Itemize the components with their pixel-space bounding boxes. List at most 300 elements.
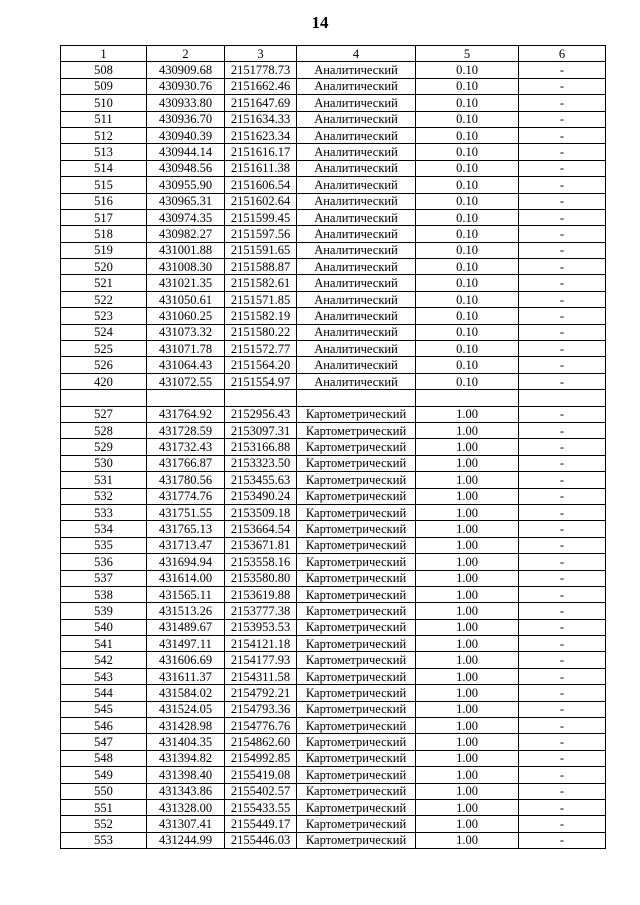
table-cell: 431713.47 bbox=[147, 537, 225, 553]
table-row bbox=[61, 373, 606, 389]
table-cell: 2154177.93 bbox=[225, 652, 297, 668]
table-cell: 1.00 bbox=[416, 636, 519, 652]
table-row bbox=[61, 603, 606, 619]
table-cell: 431780.56 bbox=[147, 472, 225, 488]
table-cell: 2151616.17 bbox=[225, 144, 297, 160]
table-row bbox=[61, 275, 606, 291]
table-cell: 1.00 bbox=[416, 521, 519, 537]
table-cell: Аналитический bbox=[297, 62, 416, 78]
table-cell: Аналитический bbox=[297, 275, 416, 291]
table-cell: 431513.26 bbox=[147, 603, 225, 619]
table-row bbox=[61, 537, 606, 553]
table-cell: 2153166.88 bbox=[225, 439, 297, 455]
table-cell: Аналитический bbox=[297, 127, 416, 143]
table-cell: 2151602.64 bbox=[225, 193, 297, 209]
table-cell: 1.00 bbox=[416, 439, 519, 455]
table-cell: 2155446.03 bbox=[225, 832, 297, 848]
table-cell: 1.00 bbox=[416, 488, 519, 504]
table-cell: 431394.82 bbox=[147, 750, 225, 766]
table-cell: 2154862.60 bbox=[225, 734, 297, 750]
table-cell: 2153664.54 bbox=[225, 521, 297, 537]
table-cell: 431766.87 bbox=[147, 455, 225, 471]
table-cell: 539 bbox=[61, 603, 147, 619]
table-row bbox=[61, 586, 606, 602]
table-cell: 1.00 bbox=[416, 783, 519, 799]
table-cell: 431497.11 bbox=[147, 636, 225, 652]
table-cell: 533 bbox=[61, 504, 147, 520]
table-cell: Картометрический bbox=[297, 586, 416, 602]
table-cell: 431071.78 bbox=[147, 341, 225, 357]
table-cell: 0.10 bbox=[416, 373, 519, 389]
table-cell: 542 bbox=[61, 652, 147, 668]
table-cell: - bbox=[519, 275, 606, 291]
table-cell: 0.10 bbox=[416, 144, 519, 160]
table-cell: 0.10 bbox=[416, 242, 519, 258]
table-cell: Аналитический bbox=[297, 242, 416, 258]
table-cell: 431050.61 bbox=[147, 291, 225, 307]
table-row bbox=[61, 127, 606, 143]
table-cell: - bbox=[519, 226, 606, 242]
table-cell: 431398.40 bbox=[147, 767, 225, 783]
table-cell: Аналитический bbox=[297, 193, 416, 209]
table-cell: Аналитический bbox=[297, 177, 416, 193]
table-cell: 2154992.85 bbox=[225, 750, 297, 766]
table-cell: 420 bbox=[61, 373, 147, 389]
table-cell: 550 bbox=[61, 783, 147, 799]
table-cell: 431764.92 bbox=[147, 406, 225, 422]
table-cell: Картометрический bbox=[297, 570, 416, 586]
table-cell: 538 bbox=[61, 586, 147, 602]
table-cell: 431072.55 bbox=[147, 373, 225, 389]
table-row bbox=[61, 455, 606, 471]
table-cell: 518 bbox=[61, 226, 147, 242]
table-cell: Аналитический bbox=[297, 259, 416, 275]
column-header: 2 bbox=[147, 46, 225, 62]
table-cell: 2151582.19 bbox=[225, 308, 297, 324]
table-cell: 430930.76 bbox=[147, 78, 225, 94]
table-cell: 1.00 bbox=[416, 537, 519, 553]
table-cell: 431774.76 bbox=[147, 488, 225, 504]
table-cell: 521 bbox=[61, 275, 147, 291]
table-cell: 2151564.20 bbox=[225, 357, 297, 373]
table-cell: - bbox=[519, 324, 606, 340]
table-cell: 516 bbox=[61, 193, 147, 209]
table-cell: 430944.14 bbox=[147, 144, 225, 160]
table-cell: 0.10 bbox=[416, 291, 519, 307]
table-cell: 2153953.53 bbox=[225, 619, 297, 635]
table-row bbox=[61, 652, 606, 668]
table-row bbox=[61, 259, 606, 275]
table-cell: 512 bbox=[61, 127, 147, 143]
table-cell: - bbox=[519, 111, 606, 127]
table-cell: 1.00 bbox=[416, 685, 519, 701]
table-cell: - bbox=[519, 160, 606, 176]
table-cell: 431565.11 bbox=[147, 586, 225, 602]
table-cell: - bbox=[519, 193, 606, 209]
column-header: 3 bbox=[225, 46, 297, 62]
table-cell: 514 bbox=[61, 160, 147, 176]
table-cell: 2151599.45 bbox=[225, 209, 297, 225]
table-cell: - bbox=[519, 586, 606, 602]
table-row bbox=[61, 406, 606, 422]
table-cell: 517 bbox=[61, 209, 147, 225]
table-cell: 1.00 bbox=[416, 406, 519, 422]
table-cell: 2153558.16 bbox=[225, 554, 297, 570]
table-cell: - bbox=[519, 357, 606, 373]
table-cell: 528 bbox=[61, 422, 147, 438]
table-cell: 2154793.36 bbox=[225, 701, 297, 717]
table-cell: 2154792.21 bbox=[225, 685, 297, 701]
table-cell: - bbox=[519, 685, 606, 701]
table-row bbox=[61, 341, 606, 357]
table-cell: 2155402.57 bbox=[225, 783, 297, 799]
table-cell: 431307.41 bbox=[147, 816, 225, 832]
table-cell: Картометрический bbox=[297, 734, 416, 750]
table-cell: Картометрический bbox=[297, 652, 416, 668]
table-cell bbox=[519, 390, 606, 406]
table-cell: 534 bbox=[61, 521, 147, 537]
table-cell: 2152956.43 bbox=[225, 406, 297, 422]
table-cell: - bbox=[519, 636, 606, 652]
table-cell: Аналитический bbox=[297, 226, 416, 242]
table-cell: 530 bbox=[61, 455, 147, 471]
table-cell: 2153490.24 bbox=[225, 488, 297, 504]
table-row bbox=[61, 636, 606, 652]
table-cell: Картометрический bbox=[297, 816, 416, 832]
table-cell: - bbox=[519, 652, 606, 668]
table-cell: 431073.32 bbox=[147, 324, 225, 340]
table-cell: - bbox=[519, 472, 606, 488]
table-cell: Аналитический bbox=[297, 324, 416, 340]
table-cell: Аналитический bbox=[297, 144, 416, 160]
table-cell: 0.10 bbox=[416, 177, 519, 193]
table-cell: 431694.94 bbox=[147, 554, 225, 570]
table-cell: 1.00 bbox=[416, 586, 519, 602]
table-cell: 430982.27 bbox=[147, 226, 225, 242]
table-cell: Картометрический bbox=[297, 718, 416, 734]
table-row bbox=[61, 521, 606, 537]
table-cell: 431064.43 bbox=[147, 357, 225, 373]
table-cell: - bbox=[519, 668, 606, 684]
table-cell: 430936.70 bbox=[147, 111, 225, 127]
table-row bbox=[61, 439, 606, 455]
table-row bbox=[61, 177, 606, 193]
table-cell: 431244.99 bbox=[147, 832, 225, 848]
table-cell: 431008.30 bbox=[147, 259, 225, 275]
table-cell: 2153777.38 bbox=[225, 603, 297, 619]
table-cell: Картометрический bbox=[297, 799, 416, 815]
table-cell: Картометрический bbox=[297, 701, 416, 717]
table-cell: 1.00 bbox=[416, 718, 519, 734]
table-cell: 525 bbox=[61, 341, 147, 357]
table-cell: - bbox=[519, 701, 606, 717]
table-cell: - bbox=[519, 341, 606, 357]
table-cell: - bbox=[519, 242, 606, 258]
table-cell: - bbox=[519, 259, 606, 275]
table-row bbox=[61, 144, 606, 160]
table-cell: 431001.88 bbox=[147, 242, 225, 258]
table-cell: 523 bbox=[61, 308, 147, 324]
column-header: 1 bbox=[61, 46, 147, 62]
table-cell: - bbox=[519, 521, 606, 537]
table-cell: - bbox=[519, 603, 606, 619]
table-cell: 2151606.54 bbox=[225, 177, 297, 193]
table-row bbox=[61, 668, 606, 684]
table-cell: 1.00 bbox=[416, 668, 519, 684]
table-row bbox=[61, 504, 606, 520]
table-cell: 1.00 bbox=[416, 799, 519, 815]
table-cell: 1.00 bbox=[416, 570, 519, 586]
table-cell: 2151611.38 bbox=[225, 160, 297, 176]
table-cell: 431021.35 bbox=[147, 275, 225, 291]
table-cell: 1.00 bbox=[416, 455, 519, 471]
table-cell: 431751.55 bbox=[147, 504, 225, 520]
table-cell: 2151588.87 bbox=[225, 259, 297, 275]
table-cell: 0.10 bbox=[416, 160, 519, 176]
table-cell: 1.00 bbox=[416, 619, 519, 635]
table-cell: 543 bbox=[61, 668, 147, 684]
table-header-row bbox=[61, 46, 606, 62]
table-cell: - bbox=[519, 127, 606, 143]
table-cell: 513 bbox=[61, 144, 147, 160]
table-cell: 2154121.18 bbox=[225, 636, 297, 652]
table-row bbox=[61, 209, 606, 225]
table-cell: 2151597.56 bbox=[225, 226, 297, 242]
table-row bbox=[61, 619, 606, 635]
table-cell: - bbox=[519, 308, 606, 324]
table-cell: 0.10 bbox=[416, 209, 519, 225]
table-cell bbox=[61, 390, 147, 406]
table-row bbox=[61, 242, 606, 258]
table-cell: 431060.25 bbox=[147, 308, 225, 324]
table-cell: 431584.02 bbox=[147, 685, 225, 701]
table-row bbox=[61, 832, 606, 848]
table-cell: Картометрический bbox=[297, 439, 416, 455]
table-cell: 545 bbox=[61, 701, 147, 717]
table-row bbox=[61, 488, 606, 504]
table-row bbox=[61, 95, 606, 111]
table-cell: 1.00 bbox=[416, 701, 519, 717]
table-cell: Картометрический bbox=[297, 783, 416, 799]
table-cell: - bbox=[519, 832, 606, 848]
table-cell: Картометрический bbox=[297, 504, 416, 520]
table-cell: - bbox=[519, 95, 606, 111]
table-cell: 1.00 bbox=[416, 504, 519, 520]
table-cell: 2151623.34 bbox=[225, 127, 297, 143]
table-cell: 431728.59 bbox=[147, 422, 225, 438]
table-row bbox=[61, 750, 606, 766]
table-cell: 431428.98 bbox=[147, 718, 225, 734]
table-cell: 431732.43 bbox=[147, 439, 225, 455]
table-cell: - bbox=[519, 62, 606, 78]
table-cell: Аналитический bbox=[297, 95, 416, 111]
table-cell: 0.10 bbox=[416, 324, 519, 340]
table-cell: 2155433.55 bbox=[225, 799, 297, 815]
table-cell: 0.10 bbox=[416, 308, 519, 324]
table-cell: 430948.56 bbox=[147, 160, 225, 176]
table-row bbox=[61, 701, 606, 717]
table-cell: Аналитический bbox=[297, 78, 416, 94]
table-cell: 431524.05 bbox=[147, 701, 225, 717]
table-cell: Картометрический bbox=[297, 668, 416, 684]
table-cell: 549 bbox=[61, 767, 147, 783]
table-cell: 431489.67 bbox=[147, 619, 225, 635]
table-cell: 540 bbox=[61, 619, 147, 635]
table-cell: 430955.90 bbox=[147, 177, 225, 193]
table-cell: - bbox=[519, 767, 606, 783]
table-cell: 0.10 bbox=[416, 127, 519, 143]
table-cell: - bbox=[519, 718, 606, 734]
table-cell: 2151580.22 bbox=[225, 324, 297, 340]
column-header: 5 bbox=[416, 46, 519, 62]
table-cell: - bbox=[519, 537, 606, 553]
table-cell: 508 bbox=[61, 62, 147, 78]
table-cell: - bbox=[519, 291, 606, 307]
table-cell: - bbox=[519, 422, 606, 438]
table-cell: Картометрический bbox=[297, 619, 416, 635]
table-row bbox=[61, 160, 606, 176]
table-cell: Аналитический bbox=[297, 357, 416, 373]
table-cell: Картометрический bbox=[297, 472, 416, 488]
table-cell: 519 bbox=[61, 242, 147, 258]
table-cell bbox=[225, 390, 297, 406]
table-cell: 552 bbox=[61, 816, 147, 832]
table-cell: - bbox=[519, 209, 606, 225]
table-cell: 2153097.31 bbox=[225, 422, 297, 438]
table-cell: 431614.00 bbox=[147, 570, 225, 586]
table-row bbox=[61, 357, 606, 373]
table-cell: 2151778.73 bbox=[225, 62, 297, 78]
table-cell: 1.00 bbox=[416, 832, 519, 848]
table-row bbox=[61, 308, 606, 324]
table-cell: 431606.69 bbox=[147, 652, 225, 668]
table-cell: 515 bbox=[61, 177, 147, 193]
coordinates-table bbox=[60, 45, 606, 849]
table-cell: Картометрический bbox=[297, 685, 416, 701]
table-cell: 2154776.76 bbox=[225, 718, 297, 734]
table-cell: 2151571.85 bbox=[225, 291, 297, 307]
table-row bbox=[61, 226, 606, 242]
table-cell: 430940.39 bbox=[147, 127, 225, 143]
table-cell: 1.00 bbox=[416, 472, 519, 488]
table-cell: Аналитический bbox=[297, 111, 416, 127]
table-cell: 2155419.08 bbox=[225, 767, 297, 783]
table-cell: 0.10 bbox=[416, 95, 519, 111]
table-cell bbox=[147, 390, 225, 406]
table-cell: 0.10 bbox=[416, 111, 519, 127]
table-cell: - bbox=[519, 619, 606, 635]
table-cell: - bbox=[519, 144, 606, 160]
table-cell: 2151647.69 bbox=[225, 95, 297, 111]
table-row bbox=[61, 62, 606, 78]
table-cell: Картометрический bbox=[297, 422, 416, 438]
page-number: 14 bbox=[311, 13, 329, 32]
table-cell: - bbox=[519, 570, 606, 586]
table-cell: 532 bbox=[61, 488, 147, 504]
table-cell: 551 bbox=[61, 799, 147, 815]
table-cell: - bbox=[519, 554, 606, 570]
table-row bbox=[61, 816, 606, 832]
table-cell: 2153619.88 bbox=[225, 586, 297, 602]
table-cell: 511 bbox=[61, 111, 147, 127]
table-cell: 553 bbox=[61, 832, 147, 848]
table-cell: 431343.86 bbox=[147, 783, 225, 799]
table-cell: 0.10 bbox=[416, 78, 519, 94]
table-cell: 2153671.81 bbox=[225, 537, 297, 553]
table-cell: 2151582.61 bbox=[225, 275, 297, 291]
table-cell bbox=[416, 390, 519, 406]
table-cell: - bbox=[519, 750, 606, 766]
table-cell: 2153455.63 bbox=[225, 472, 297, 488]
table-cell: 430933.80 bbox=[147, 95, 225, 111]
table-cell: Аналитический bbox=[297, 209, 416, 225]
table-cell: 1.00 bbox=[416, 767, 519, 783]
table-cell: 1.00 bbox=[416, 422, 519, 438]
table-row bbox=[61, 570, 606, 586]
table-cell: 2151662.46 bbox=[225, 78, 297, 94]
table-row bbox=[61, 799, 606, 815]
table-cell: 522 bbox=[61, 291, 147, 307]
table-cell: 2151591.65 bbox=[225, 242, 297, 258]
table-cell: 1.00 bbox=[416, 816, 519, 832]
table-cell: 541 bbox=[61, 636, 147, 652]
table-cell: 546 bbox=[61, 718, 147, 734]
table-cell: 520 bbox=[61, 259, 147, 275]
table-row bbox=[61, 390, 606, 406]
table-cell: 1.00 bbox=[416, 603, 519, 619]
table-row bbox=[61, 734, 606, 750]
table-cell: 2155449.17 bbox=[225, 816, 297, 832]
column-header: 4 bbox=[297, 46, 416, 62]
table-row bbox=[61, 783, 606, 799]
table-cell: 0.10 bbox=[416, 341, 519, 357]
table-cell: 0.10 bbox=[416, 226, 519, 242]
table-cell: 2151554.97 bbox=[225, 373, 297, 389]
table-cell: 0.10 bbox=[416, 259, 519, 275]
table-cell: 535 bbox=[61, 537, 147, 553]
table-cell: 1.00 bbox=[416, 652, 519, 668]
table-cell: - bbox=[519, 816, 606, 832]
table-cell: 1.00 bbox=[416, 734, 519, 750]
table-cell: Аналитический bbox=[297, 373, 416, 389]
table-cell: 510 bbox=[61, 95, 147, 111]
table-row bbox=[61, 111, 606, 127]
table-cell: 1.00 bbox=[416, 554, 519, 570]
table-cell: 0.10 bbox=[416, 193, 519, 209]
table-cell: Картометрический bbox=[297, 636, 416, 652]
table-cell: Картометрический bbox=[297, 488, 416, 504]
table-cell: Аналитический bbox=[297, 308, 416, 324]
table-cell: 0.10 bbox=[416, 275, 519, 291]
table-cell: 430965.31 bbox=[147, 193, 225, 209]
table-cell: Картометрический bbox=[297, 406, 416, 422]
table-cell: 430909.68 bbox=[147, 62, 225, 78]
table-cell: - bbox=[519, 455, 606, 471]
table-cell: 536 bbox=[61, 554, 147, 570]
table-cell: Картометрический bbox=[297, 521, 416, 537]
table-cell: 1.00 bbox=[416, 750, 519, 766]
table-row bbox=[61, 78, 606, 94]
table-cell: 431328.00 bbox=[147, 799, 225, 815]
table-cell: 544 bbox=[61, 685, 147, 701]
table-row bbox=[61, 422, 606, 438]
table-cell: 2153580.80 bbox=[225, 570, 297, 586]
table-row bbox=[61, 718, 606, 734]
table-row bbox=[61, 685, 606, 701]
table-cell: 531 bbox=[61, 472, 147, 488]
table-cell: 2153509.18 bbox=[225, 504, 297, 520]
table-body bbox=[61, 62, 606, 849]
